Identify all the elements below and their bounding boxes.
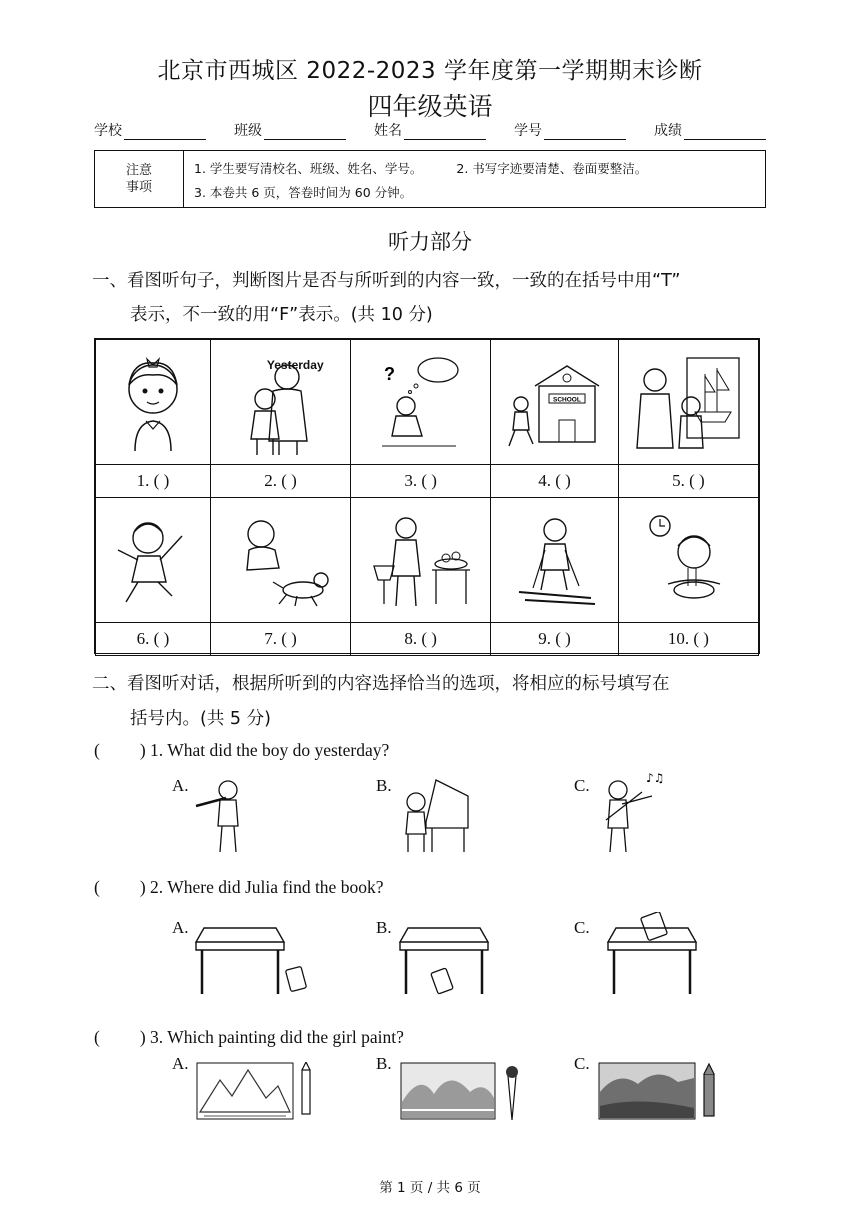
svg-text:?: ? [383, 364, 395, 384]
answer-1[interactable]: 1. ( ) [96, 465, 211, 498]
question-1: ( ) 1. What did the boy do yesterday? [94, 740, 390, 760]
student-info-row [94, 120, 766, 140]
q2-option-c[interactable]: C. [574, 918, 590, 937]
q1-option-b[interactable]: B. [376, 776, 392, 795]
part2-heading-line1: 二、看图听对话，根据所听到的内容选择恰当的选项，将相应的标号填写在 [92, 674, 670, 694]
student-id-blank[interactable] [544, 125, 626, 140]
part1-heading-line2: 表示，不一致的用“F”表示。(共 10 分) [130, 305, 433, 325]
boy-noodles-icon [638, 510, 738, 610]
picture-girl-skiing [491, 498, 619, 623]
notice-item-1: 1. 学生要写清校名、班级、姓名、学号。 [194, 161, 423, 176]
boy-violin-icon [592, 770, 667, 856]
q1-option-a[interactable]: A. [172, 776, 189, 795]
answer-7[interactable]: 7. ( ) [210, 623, 350, 656]
picture-grandma-yesterday [210, 340, 350, 465]
notice-box [94, 150, 766, 208]
desk-book-under-icon [192, 920, 312, 1000]
q3-option-a[interactable]: A. [172, 1054, 189, 1073]
notice-item-3: 3. 本卷共 6 页，答卷时间为 60 分钟。 [194, 185, 413, 200]
section-title: 听力部分 [388, 230, 472, 254]
answer-3[interactable]: 3. ( ) [351, 465, 491, 498]
picture-grid [94, 338, 760, 654]
svg-text:SCHOOL: SCHOOL [552, 396, 581, 404]
answer-6[interactable]: 6. ( ) [96, 623, 211, 656]
boy-flute-icon [192, 776, 252, 856]
girl-skiing-icon [505, 510, 605, 610]
pencil-sketch-painting-icon [196, 1062, 322, 1122]
picture-boy-washing [351, 498, 491, 623]
answer-2[interactable]: 2. ( ) [210, 465, 350, 498]
desk-book-on-top-icon [604, 912, 724, 1000]
student-id-field[interactable]: 学号 [514, 120, 626, 140]
girl-jumping-icon [108, 510, 198, 610]
picture-boy-running-school [491, 340, 619, 465]
grandpa-ship-icon [633, 352, 743, 452]
girl-face-icon [113, 347, 193, 457]
class-blank[interactable] [264, 125, 346, 140]
crayon-painting-icon [598, 1062, 724, 1124]
exam-subtitle: 四年级英语 [367, 92, 493, 121]
school-blank[interactable] [124, 125, 206, 140]
exam-title: 北京市西城区 2022-2023 学年度第一学期期末诊断 [157, 58, 703, 84]
answer-8[interactable]: 8. ( ) [351, 623, 491, 656]
answer-9[interactable]: 9. ( ) [491, 623, 619, 656]
q3-option-c[interactable]: C. [574, 1054, 590, 1073]
picture-boy-thinking [351, 340, 491, 465]
notice-label: 注意 事项 [95, 151, 184, 207]
q3-option-b[interactable]: B. [376, 1054, 392, 1073]
baby-dog-icon [225, 510, 335, 610]
name-blank[interactable] [404, 125, 486, 140]
question-2: ( ) 2. Where did Julia find the book? [94, 877, 384, 897]
answer-5[interactable]: 5. ( ) [618, 465, 758, 498]
part2-heading-line2: 括号内。(共 5 分) [130, 709, 271, 729]
school-field[interactable]: 学校 [94, 120, 206, 140]
grandma-hug-icon [235, 359, 325, 459]
picture-grandpa-ship [618, 340, 758, 465]
q2-option-a[interactable]: A. [172, 918, 189, 937]
notice-body [184, 151, 765, 207]
boy-thinking-icon [376, 352, 466, 452]
name-field[interactable]: 姓名 [374, 120, 486, 140]
yesterday-label: Yesterday [266, 358, 324, 372]
picture-baby-dog [210, 498, 350, 623]
picture-girl-jumping [96, 498, 211, 623]
score-field[interactable]: 成绩 [654, 120, 766, 140]
q1-option-c[interactable]: C. [574, 776, 590, 795]
answer-10[interactable]: 10. ( ) [618, 623, 758, 656]
picture-boy-noodles [618, 498, 758, 623]
notice-item-2: 2. 书写字迹要清楚、卷面要整洁。 [456, 161, 648, 176]
ink-wash-painting-icon [400, 1062, 526, 1124]
class-field[interactable]: 班级 [234, 120, 346, 140]
page-footer: 第 1 页 / 共 6 页 [379, 1180, 481, 1196]
boy-washing-icon [366, 510, 476, 610]
question-3: ( ) 3. Which painting did the girl paint? [94, 1027, 404, 1047]
boy-piano-icon [396, 776, 476, 856]
part1-heading-line1: 一、看图听句子，判断图片是否与所听到的内容一致，一致的在括号中用“T” [92, 271, 681, 291]
score-blank[interactable] [684, 125, 766, 140]
picture-girl-portrait [96, 340, 211, 465]
svg-text:♪♫: ♪♫ [646, 771, 665, 785]
school-building-icon [505, 352, 605, 452]
q2-option-b[interactable]: B. [376, 918, 392, 937]
desk-book-inside-icon [396, 920, 516, 1000]
answer-4[interactable]: 4. ( ) [491, 465, 619, 498]
